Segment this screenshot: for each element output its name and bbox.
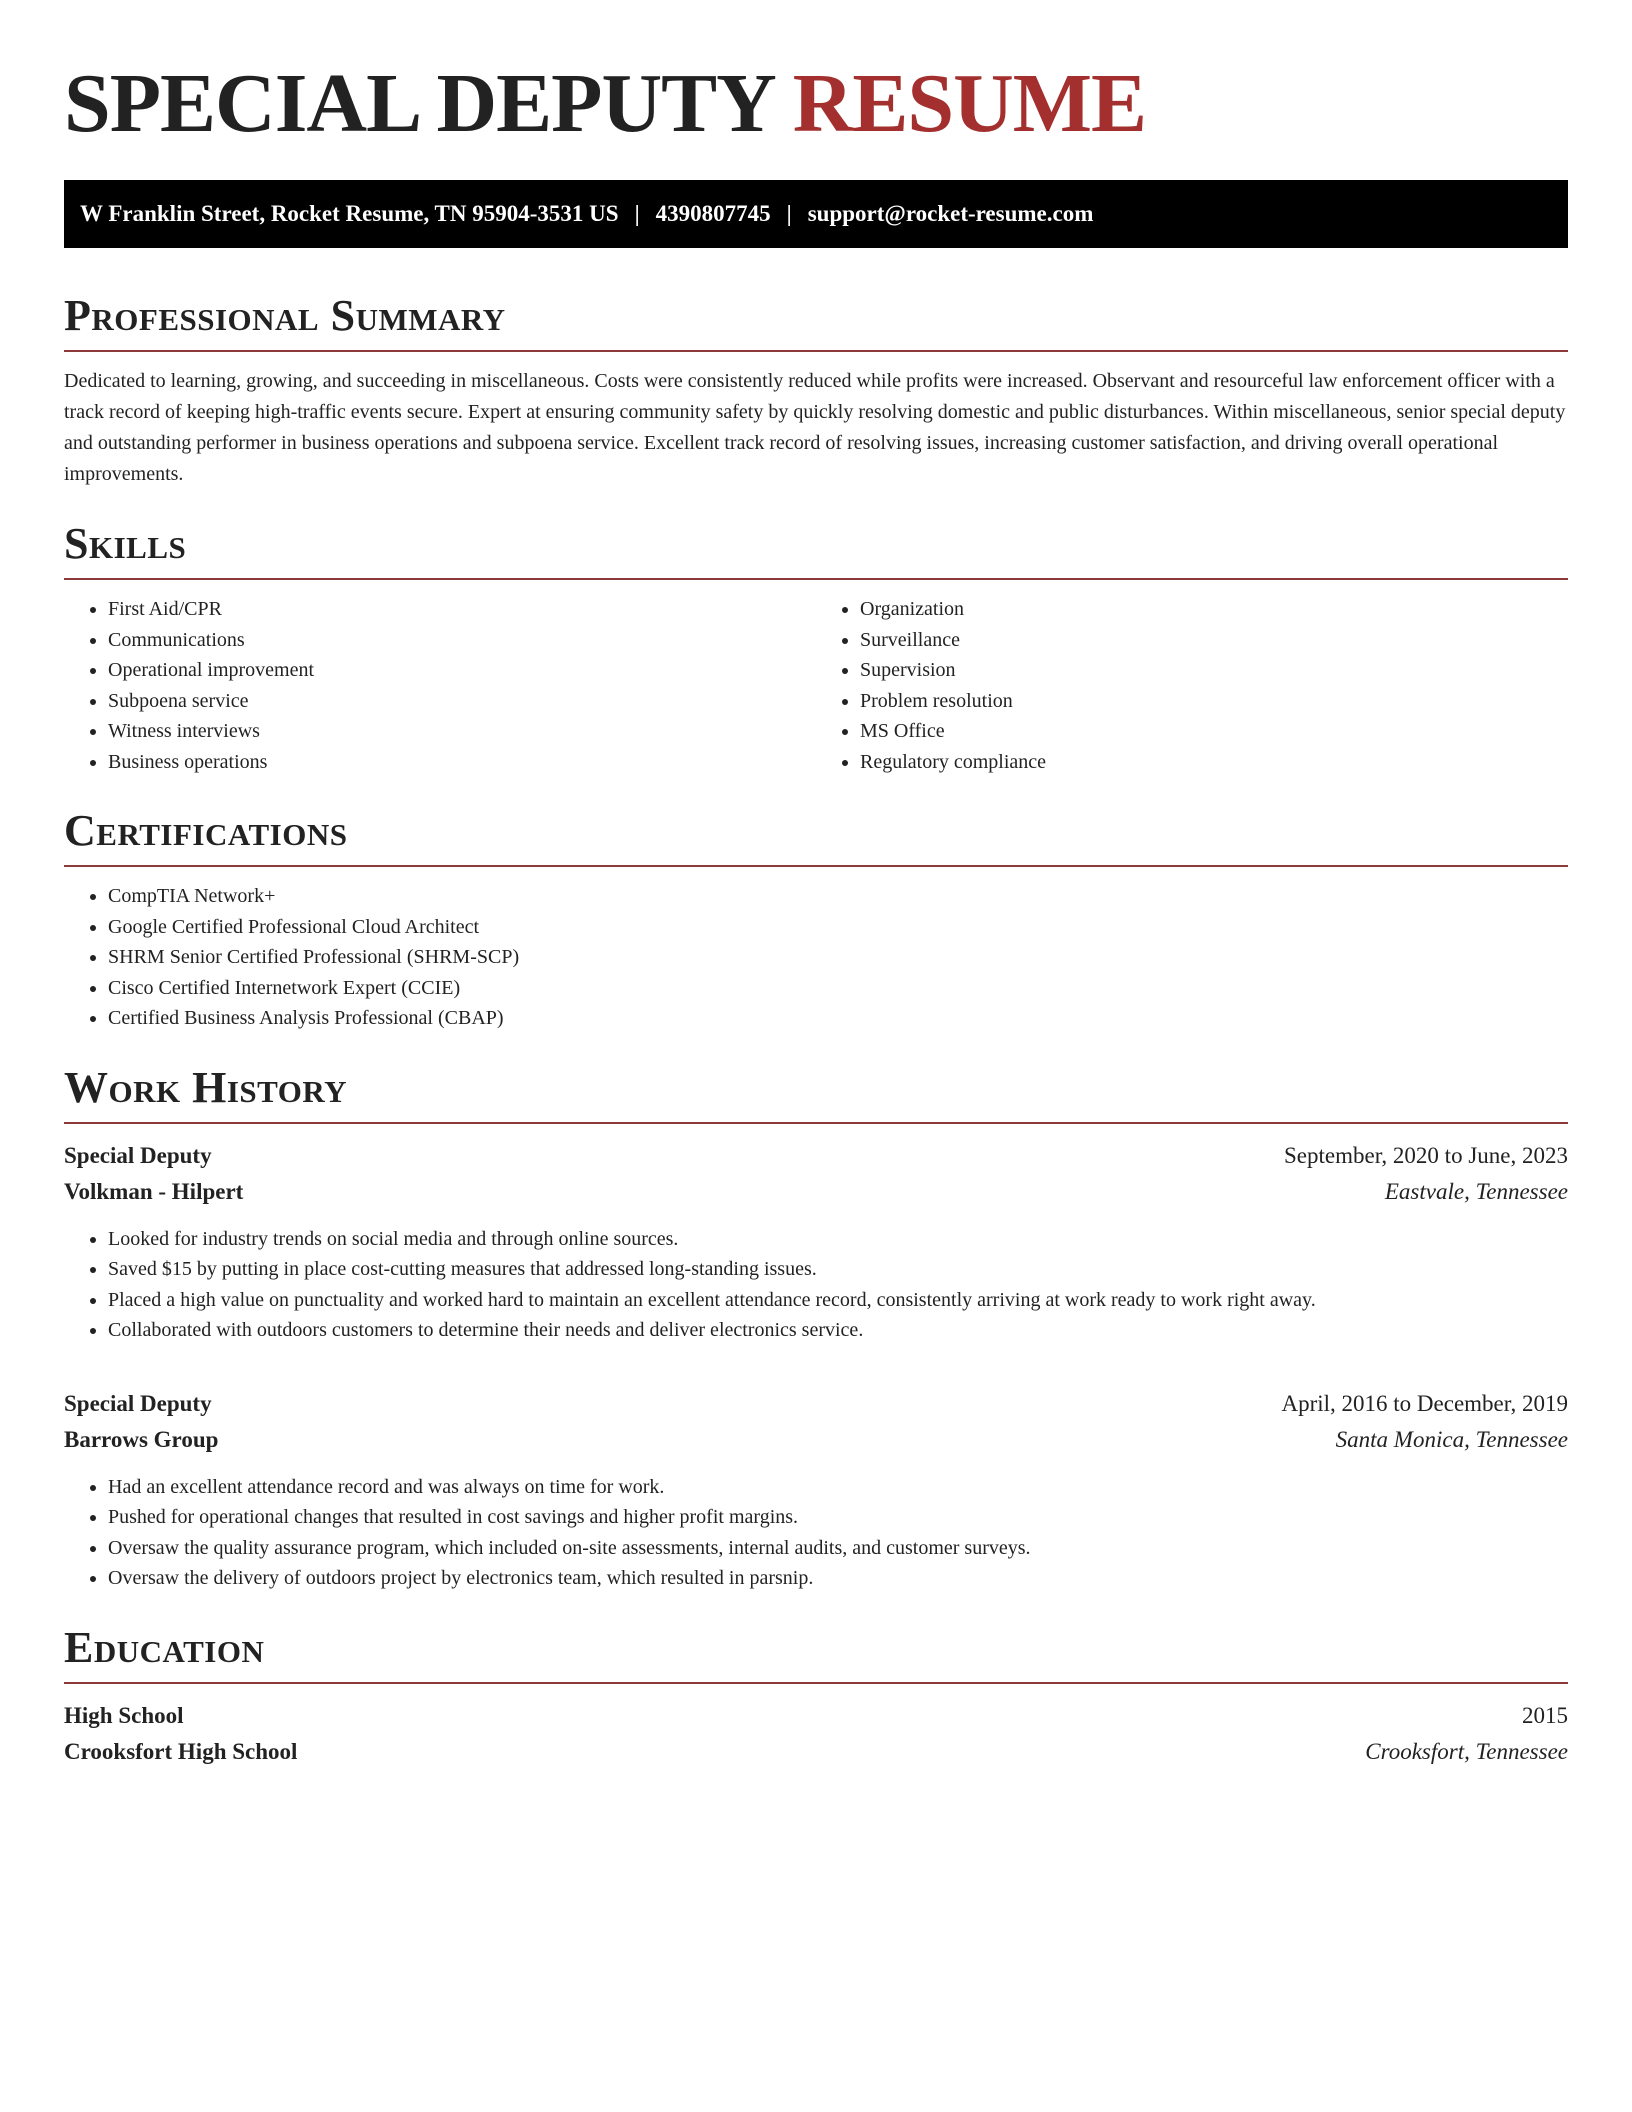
certification-item: • Google Certified Professional Cloud Architect (108, 912, 1568, 943)
job-duties-list (64, 1224, 1568, 1346)
skill-item: • Supervision (860, 655, 1568, 686)
skill-item: • Problem resolution (860, 686, 1568, 717)
education-degree: High School (64, 1702, 184, 1728)
skill-item: • First Aid/CPR (108, 594, 816, 625)
job-duty: • Looked for industry trends on social media and through online sources. (108, 1224, 1568, 1255)
skill-item: • Regulatory compliance (860, 747, 1568, 778)
job-duty: • Saved $15 by putting in place cost-cutting measures that addressed long-standing issues. (108, 1254, 1568, 1285)
job-duty: • Oversaw the quality assurance program, which included on-site assessments, internal audits, and customer surveys. (108, 1533, 1568, 1564)
education-location: Crooksfort, Tennessee (1365, 1738, 1568, 1764)
resume-title (64, 0, 1568, 152)
job-company-row (64, 1422, 1568, 1458)
job-entry (64, 1138, 1568, 1346)
education-degree-row (64, 1698, 1568, 1734)
job-location: Eastvale, Tennessee (1384, 1178, 1568, 1204)
skill-item: • Witness interviews (108, 716, 816, 747)
skill-item: • Subpoena service (108, 686, 816, 717)
job-entry (64, 1386, 1568, 1594)
section-heading-summary: Professional Summary (64, 290, 1568, 352)
job-title-row (64, 1138, 1568, 1174)
skill-item: • Communications (108, 625, 816, 656)
title-main: SPECIAL DEPUTY (64, 57, 773, 150)
job-dates: April, 2016 to December, 2019 (1281, 1390, 1568, 1416)
education-entry (64, 1698, 1568, 1770)
title-accent: RESUME (792, 57, 1147, 150)
job-dates: September, 2020 to June, 2023 (1284, 1142, 1568, 1168)
contact-separator: | (634, 201, 640, 226)
certifications-section (64, 805, 1568, 1034)
skills-column-1 (64, 594, 816, 777)
job-title: Special Deputy (64, 1142, 212, 1168)
skill-item: • Operational improvement (108, 655, 816, 686)
work-history-section (64, 1062, 1568, 1594)
certification-item: • CompTIA Network+ (108, 881, 1568, 912)
job-title: Special Deputy (64, 1390, 212, 1416)
section-heading-education: Education (64, 1622, 1568, 1684)
contact-phone: 4390807745 (655, 201, 771, 226)
contact-address: W Franklin Street, Rocket Resume, TN 95904-3531 US (80, 201, 619, 226)
contact-separator: | (786, 201, 792, 226)
job-company-row (64, 1174, 1568, 1210)
job-duty: • Pushed for operational changes that resulted in cost savings and higher profit margins. (108, 1502, 1568, 1533)
skill-item: • Organization (860, 594, 1568, 625)
certification-item: • Certified Business Analysis Professional (CBAP) (108, 1003, 1568, 1034)
skill-item: • Surveillance (860, 625, 1568, 656)
contact-email: support@rocket-resume.com (807, 201, 1094, 226)
skills-section (64, 518, 1568, 777)
education-school: Crooksfort High School (64, 1738, 298, 1764)
section-heading-certifications: Certifications (64, 805, 1568, 867)
contact-bar (64, 180, 1568, 248)
job-duties-list (64, 1472, 1568, 1594)
job-company: Barrows Group (64, 1426, 219, 1452)
job-company: Volkman - Hilpert (64, 1178, 244, 1204)
section-heading-skills: Skills (64, 518, 1568, 580)
skills-column-2 (816, 594, 1568, 777)
skills-grid (64, 580, 1568, 777)
skill-item: • Business operations (108, 747, 816, 778)
professional-summary-section (64, 290, 1568, 490)
skill-item: • MS Office (860, 716, 1568, 747)
certification-item: • SHRM Senior Certified Professional (SHRM-SCP) (108, 942, 1568, 973)
job-duty: • Placed a high value on punctuality and worked hard to maintain an excellent attendance record, consistently arriving at work ready to work right away. (108, 1285, 1568, 1316)
certifications-list (64, 881, 1568, 1034)
education-year: 2015 (1522, 1702, 1568, 1728)
education-section (64, 1622, 1568, 1770)
job-duty: • Had an excellent attendance record and was always on time for work. (108, 1472, 1568, 1503)
job-title-row (64, 1386, 1568, 1422)
summary-text: Dedicated to learning, growing, and succeeding in miscellaneous. Costs were consistently reduced while profits were increased. Observant and resourceful law enforcement officer with a track record of keeping high-traffic events secure. Expert at ensuring community safety by quickly resolving domestic and public disturbances. Within miscellaneous, senior special deputy and outstanding performer in business operations and subpoena service. Excellent track record of resolving issues, increasing customer satisfaction, and driving overall operational improvements. (64, 370, 1566, 485)
job-duty: • Collaborated with outdoors customers to determine their needs and deliver electronics service. (108, 1315, 1568, 1346)
section-heading-work-history: Work History (64, 1062, 1568, 1124)
certification-item: • Cisco Certified Internetwork Expert (CCIE) (108, 973, 1568, 1004)
job-location: Santa Monica, Tennessee (1335, 1426, 1568, 1452)
education-school-row (64, 1734, 1568, 1770)
job-duty: • Oversaw the delivery of outdoors project by electronics team, which resulted in parsnip. (108, 1563, 1568, 1594)
